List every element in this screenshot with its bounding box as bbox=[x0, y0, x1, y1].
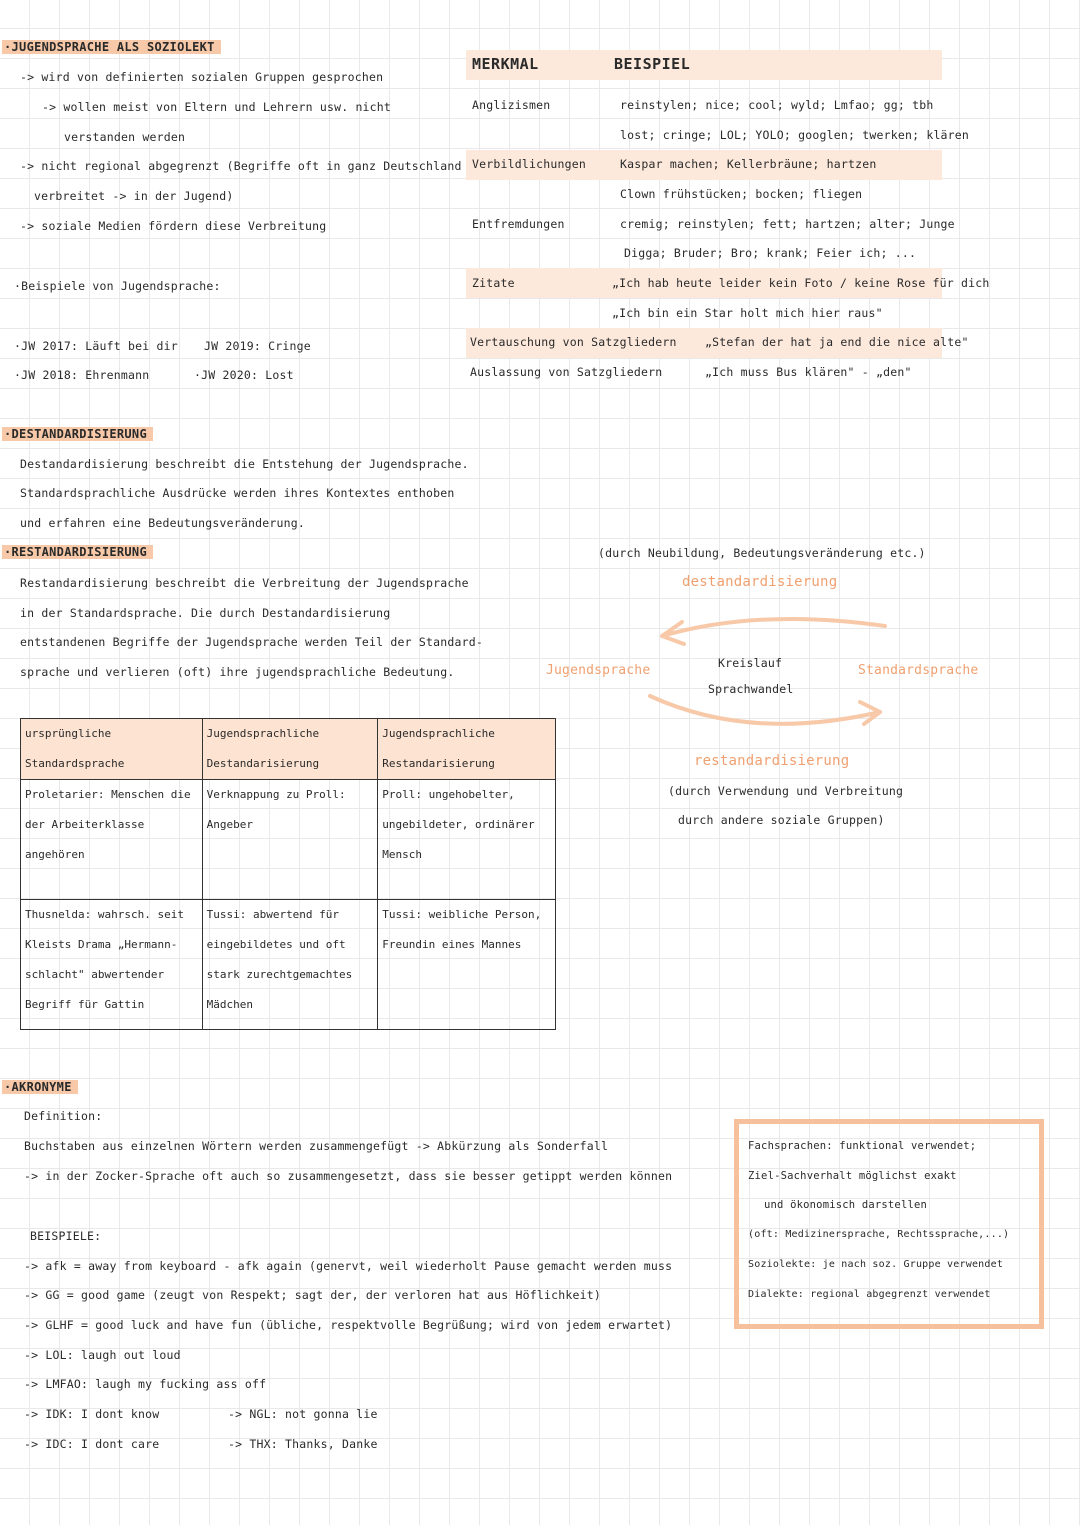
beispiel-line: Kaspar machen; Kellerbräune; hartzen bbox=[620, 157, 877, 171]
beispiel-line: Clown frühstücken; bocken; fliegen bbox=[620, 187, 863, 201]
definition-label: Definition: bbox=[24, 1109, 103, 1123]
beispiele-label: BEISPIELE: bbox=[30, 1229, 102, 1243]
box-line: und ökonomisch darstellen bbox=[764, 1199, 928, 1211]
heading-akronyme: ·AKRONYME bbox=[2, 1080, 78, 1094]
restandard-label: restandardisierung bbox=[694, 753, 850, 769]
box-line: Ziel-Sachverhalt möglichst exakt bbox=[748, 1170, 957, 1182]
text-line: -> nicht regional abgegrenzt (Begriffe oft in ganz Deutschland bbox=[20, 159, 462, 173]
beispiel-item: -> LOL: laugh out loud bbox=[24, 1348, 181, 1362]
jugendsprache-label: Jugendsprache bbox=[546, 663, 651, 678]
text-line: Destandardisierung beschreibt die Entstehung der Jugendsprache. bbox=[20, 457, 469, 471]
kreislauf-top-note: (durch Neubildung, Bedeutungsveränderung etc.) bbox=[598, 546, 926, 560]
text-line: -> wird von definierten sozialen Gruppen gesprochen bbox=[20, 70, 384, 84]
standardsprache-label: Standardsprache bbox=[858, 663, 979, 678]
box-line: (oft: Medizinersprache, Rechtssprache,...) bbox=[748, 1229, 1010, 1240]
heading-jugendsprache: ·JUGENDSPRACHE ALS SOZIOLEKT bbox=[2, 40, 221, 54]
text-line: verbreitet -> in der Jugend) bbox=[34, 189, 234, 203]
heading-restandardisierung: ·RESTANDARDISIERUNG bbox=[2, 545, 153, 559]
text-line: ·JW 2017: Läuft bei dir bbox=[14, 339, 178, 353]
text-line: in der Standardsprache. Die durch Destandardisierung bbox=[20, 606, 391, 620]
beispiel-item: -> afk = away from keyboard - afk again (genervt, weil wiederholt Pause gemacht werden muss bbox=[24, 1259, 673, 1273]
text-line: ·Beispiele von Jugendsprache: bbox=[14, 279, 221, 293]
table-row bbox=[21, 780, 556, 900]
table-header-cell: Jugendsprachliche Restandarisierung bbox=[378, 719, 556, 780]
table-cell: Proll: ungehobelter, ungebildeter, ordinärer Mensch bbox=[378, 780, 556, 900]
beispiel-item: -> IDK: I dont know bbox=[24, 1407, 160, 1421]
table-cell: Tussi: weibliche Person, Freundin eines Mannes bbox=[378, 900, 556, 1030]
sprachwandel-label: Sprachwandel bbox=[708, 682, 794, 696]
standardisierung-table bbox=[20, 718, 556, 1030]
beispiel-line: „Ich hab heute leider kein Foto / keine Rose für dich bbox=[612, 276, 990, 290]
merkmal-auslassung: Auslassung von Satzgliedern bbox=[470, 365, 663, 379]
table-row bbox=[21, 900, 556, 1030]
table-cell: Tussi: abwertend für eingebildetes und oft stark zurechtgemachtes Mädchen bbox=[202, 900, 378, 1030]
arrow-bottom-curve bbox=[650, 696, 880, 724]
merkmal-entfremdungen: Entfremdungen bbox=[472, 217, 565, 231]
beispiel-line: cremig; reinstylen; fett; hartzen; alter; Junge bbox=[620, 217, 955, 231]
text-line: Restandardisierung beschreibt die Verbreitung der Jugendsprache bbox=[20, 576, 469, 590]
table-cell: Thusnelda: wahrsch. seit Kleists Drama „Hermann-schlacht" abwertender Begriff für Gattin bbox=[21, 900, 203, 1030]
table-header-cell: ursprüngliche Standardsprache bbox=[21, 719, 203, 780]
beispiel-line: „Ich bin ein Star holt mich hier raus" bbox=[612, 306, 883, 320]
table-header-row bbox=[21, 719, 556, 780]
merkmal-header: MERKMAL bbox=[472, 55, 539, 73]
box-line: Soziolekte: je nach soz. Gruppe verwendet bbox=[748, 1259, 1004, 1270]
beispiel-item: -> IDC: I dont care bbox=[24, 1437, 160, 1451]
text-line: JW 2019: Cringe bbox=[204, 339, 311, 353]
beispiel-item: -> NGL: not gonna lie bbox=[228, 1407, 378, 1421]
table-cell: Verknappung zu Proll: Angeber bbox=[202, 780, 378, 900]
merkmal-vertauschung: Vertauschung von Satzgliedern bbox=[470, 335, 677, 349]
text-line: ·JW 2020: Lost bbox=[194, 368, 294, 382]
beispiel-item: -> GLHF = good luck and have fun (übliche, respektvolle Begrüßung; wird von jedem erwartet) bbox=[24, 1318, 673, 1332]
text-line: verstanden werden bbox=[64, 130, 186, 144]
box-line: Dialekte: regional abgegrenzt verwendet bbox=[748, 1289, 991, 1300]
beispiel-header: BEISPIEL bbox=[614, 55, 691, 73]
beispiel-line: Digga; Bruder; Bro; krank; Feier ich; ... bbox=[624, 246, 917, 260]
text-line: -> wollen meist von Eltern und Lehrern usw. nicht bbox=[42, 100, 392, 114]
text-line: Standardsprachliche Ausdrücke werden ihres Kontextes enthoben bbox=[20, 486, 455, 500]
text-line: ·JW 2018: Ehrenmann bbox=[14, 368, 150, 382]
text-line: sprache und verlieren (oft) ihre jugendsprachliche Bedeutung. bbox=[20, 665, 455, 679]
merkmal-anglizismen: Anglizismen bbox=[472, 98, 551, 112]
merkmal-verbildlichungen: Verbildlichungen bbox=[472, 157, 586, 171]
table-cell: Proletarier: Menschen die der Arbeiterklasse angehören bbox=[21, 780, 203, 900]
beispiel-item: -> THX: Thanks, Danke bbox=[228, 1437, 378, 1451]
text-line: -> soziale Medien fördern diese Verbreitung bbox=[20, 219, 327, 233]
beispiel-line: „Stefan der hat ja end die nice alte" bbox=[705, 335, 969, 349]
beispiel-item: -> LMFAO: laugh my fucking ass off bbox=[24, 1377, 267, 1391]
merkmal-zitate: Zitate bbox=[472, 276, 515, 290]
beispiel-item: -> GG = good game (zeugt von Respekt; sagt der, der verloren hat aus Höflichkeit) bbox=[24, 1288, 602, 1302]
beispiel-line: reinstylen; nice; cool; wyld; Lmfao; gg; tbh bbox=[620, 98, 934, 112]
destandard-label: destandardisierung bbox=[682, 574, 838, 590]
beispiel-line: lost; cringe; LOL; YOLO; googlen; twerken; klären bbox=[620, 128, 970, 142]
kreislauf-bottom-note: durch andere soziale Gruppen) bbox=[678, 813, 885, 827]
arrow-top-curve bbox=[662, 619, 885, 636]
beispiel-line: „Ich muss Bus klären" - „den" bbox=[705, 365, 912, 379]
table-header-cell: Jugendsprachliche Destandarisierung bbox=[202, 719, 378, 780]
text-line: entstandenen Begriffe der Jugendsprache werden Teil der Standard- bbox=[20, 635, 484, 649]
text-line: Buchstaben aus einzelnen Wörtern werden zusammengefügt -> Abkürzung als Sonderfall bbox=[24, 1139, 609, 1153]
kreislauf-arrows bbox=[640, 600, 1060, 750]
text-line: -> in der Zocker-Sprache oft auch so zusammengesetzt, dass sie besser getippt werden können bbox=[24, 1169, 673, 1183]
box-line: Fachsprachen: funktional verwendet; bbox=[748, 1140, 977, 1152]
kreislauf-bottom-note: (durch Verwendung und Verbreitung bbox=[668, 784, 904, 798]
text-line: und erfahren eine Bedeutungsveränderung. bbox=[20, 516, 305, 530]
kreislauf-label: Kreislauf bbox=[718, 656, 783, 670]
heading-destandardisierung: ·DESTANDARDISIERUNG bbox=[2, 427, 153, 441]
